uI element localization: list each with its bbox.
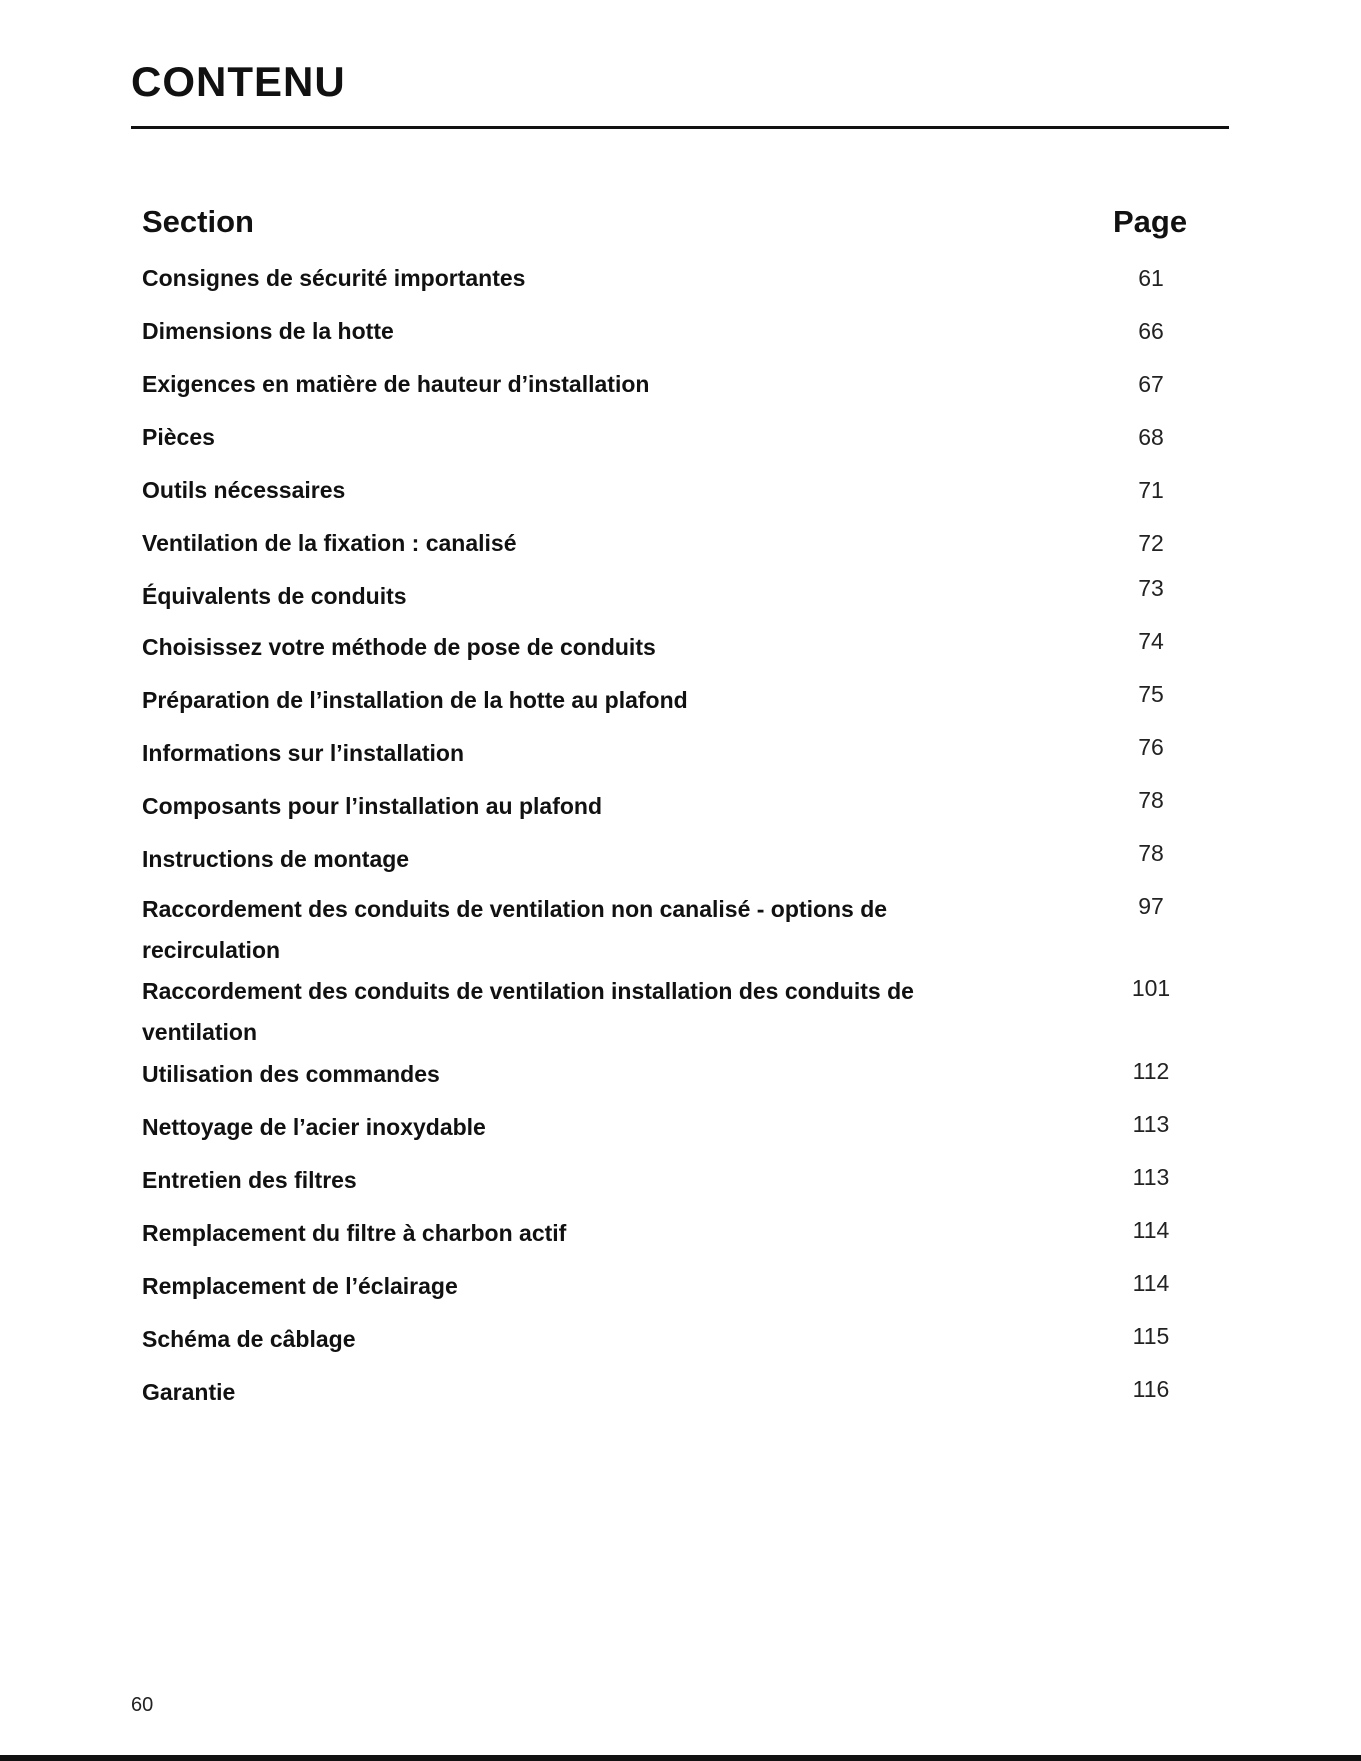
page-title: CONTENU — [131, 58, 346, 105]
toc-entry-title: Exigences en matière de hauteur d’installation — [142, 371, 650, 397]
toc-entry-page: 113 — [1132, 1164, 1170, 1190]
toc-entry-page: 61 — [1138, 265, 1164, 291]
toc-entry-page: 74 — [1138, 628, 1164, 654]
toc-entry-title: Choisissez votre méthode de pose de conduits — [142, 634, 656, 660]
toc-entry-title: Préparation de l’installation de la hotte au plafond — [142, 687, 688, 713]
toc-entry-page: 67 — [1138, 371, 1164, 397]
toc-entry-page: 66 — [1138, 318, 1164, 344]
toc-entry-title: Garantie — [142, 1379, 236, 1405]
toc-entry-page: 116 — [1132, 1376, 1170, 1402]
toc-entry-title: Outils nécessaires — [142, 477, 346, 503]
toc-entry-page: 75 — [1138, 681, 1164, 707]
toc-entry-title: Équivalents de conduits — [142, 583, 407, 609]
bottom-border — [0, 1755, 1361, 1761]
toc-entry-page: 114 — [1132, 1217, 1170, 1243]
page-column-header: Page — [1113, 204, 1188, 239]
toc-entry-title: Dimensions de la hotte — [142, 318, 394, 344]
section-column-header: Section — [142, 204, 254, 239]
toc-entry-title: Remplacement de l’éclairage — [142, 1273, 458, 1299]
toc-entry-title: Raccordement des conduits de ventilation installation des conduits de ventilation — [142, 978, 914, 1045]
toc-entry-page: 71 — [1138, 477, 1164, 503]
toc-entry-page: 78 — [1138, 787, 1164, 813]
toc-entry-page: 72 — [1138, 530, 1164, 556]
toc-entry-title: Remplacement du filtre à charbon actif — [142, 1220, 567, 1246]
toc-entry-page: 113 — [1132, 1111, 1170, 1137]
page-number: 60 — [131, 1694, 154, 1716]
toc-entry-title: Schéma de câblage — [142, 1326, 356, 1352]
toc-entry-page: 114 — [1132, 1270, 1170, 1296]
toc-entry-title: Consignes de sécurité importantes — [142, 265, 526, 291]
toc-entry-page: 73 — [1138, 575, 1164, 601]
toc-entry-title: Ventilation de la fixation : canalisé — [142, 530, 517, 556]
toc-entry-title: Informations sur l’installation — [142, 740, 465, 766]
toc-entry-title: Nettoyage de l’acier inoxydable — [142, 1114, 486, 1140]
toc-entry-title: Entretien des filtres — [142, 1167, 357, 1193]
toc-entry-page: 101 — [1131, 975, 1171, 1001]
toc-entry-page: 115 — [1132, 1323, 1170, 1349]
toc-entry-title: Composants pour l’installation au plafond — [142, 793, 603, 819]
toc-entry-page: 112 — [1132, 1058, 1170, 1084]
toc-entry-title: Raccordement des conduits de ventilation non canalisé - options de recirculation — [142, 896, 888, 963]
toc-entry-page: 76 — [1138, 734, 1164, 760]
toc-entry-page: 78 — [1138, 840, 1164, 866]
toc-entry-title: Pièces — [142, 424, 215, 450]
toc-entry-page: 97 — [1138, 893, 1164, 919]
toc-entry-title: Instructions de montage — [142, 846, 410, 872]
toc-entry-page: 68 — [1138, 424, 1164, 450]
toc-entry-title: Utilisation des commandes — [142, 1061, 440, 1087]
